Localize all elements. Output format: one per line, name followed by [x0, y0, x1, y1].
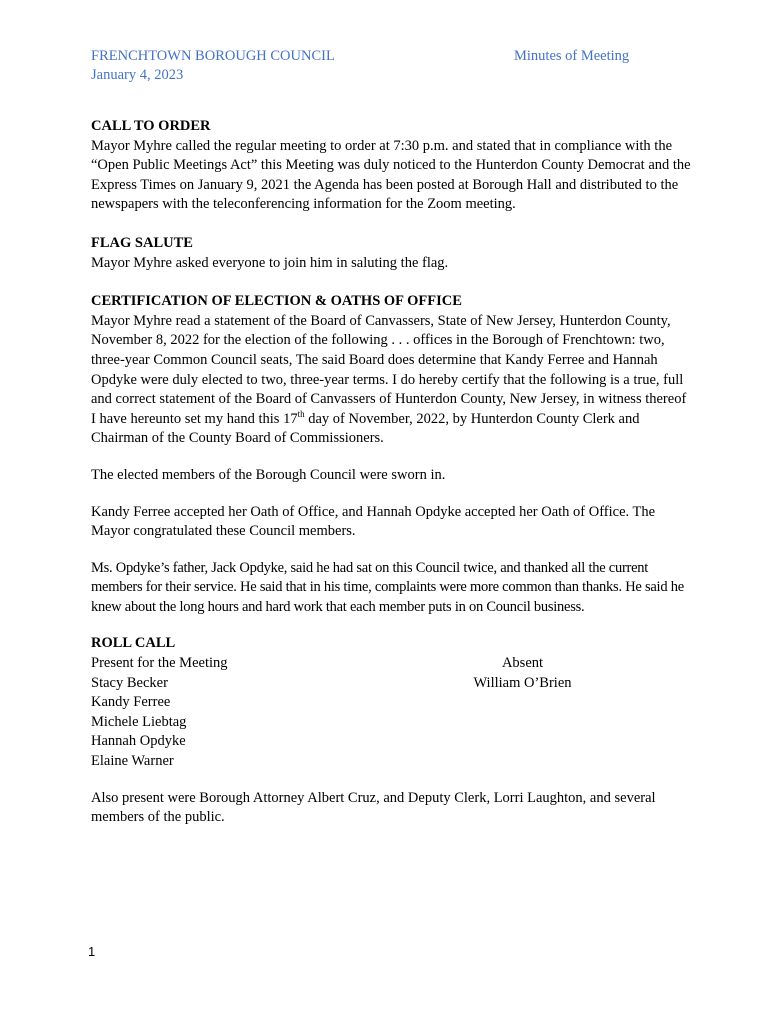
sworn-in-text: The elected members of the Borough Council were sworn in. [91, 466, 446, 483]
meeting-date: January 4, 2023 [91, 67, 184, 83]
call-to-order-text: Mayor Myhre called the regular meeting to order at 7:30 p.m. and stated that in compliance with the “Open Public Meetings Act” this Meeting was duly noticed to the Hunterdon County Democrat and the Express Times on January 9, 2021 the Agenda has been posted at Borough Hall and distributed to the newspapers with the teleconferencing information for the Zoom meeting. [91, 137, 691, 213]
present-member: Kandy Ferree [91, 694, 171, 711]
also-present-text: Also present were Borough Attorney Albert Cruz, and Deputy Clerk, Lorri Laughton, and several members of the public. [91, 789, 656, 826]
ordinal-suffix: th [297, 408, 305, 419]
absent-label: Absent [501, 655, 544, 672]
absent-column [451, 654, 651, 772]
present-column [91, 654, 451, 772]
flag-salute-heading: FLAG SALUTE [91, 234, 193, 251]
father-remarks-text: Ms. Opdyke’s father, Jack Opdyke, said he had sat on this Council twice, and thanked all the current members for their service. He said that in his time, complaints were more common than thanks. He said he knew about the long hours and hard work that each member puts in on Council business. [91, 559, 684, 615]
roll-call-table [91, 654, 691, 772]
certification-text-a: Mayor Myhre read a statement of the Board of Canvassers, State of New Jersey, Hunterdon County, November 8, 2022 for the election of the following . . . offices in the Borough of Frenchtown: two, three-year Common Council seats, The said Board does determine that Kandy Ferree and Hannah Opdyke were duly elected to two, three-year terms. I do hereby certify that the following is a true, full and correct statement of the Board of Canvassers of Hunterdon County, New Jersey, in witness thereof I have hereunto set my hand this 17 [91, 312, 687, 427]
flag-salute-text: Mayor Myhre asked everyone to join him in saluting the flag. [91, 254, 449, 271]
certification-statement [91, 312, 691, 449]
present-member: Elaine Warner [91, 753, 174, 770]
present-member: Michele Liebtag [91, 713, 187, 730]
certification-heading: CERTIFICATION OF ELECTION & OATHS OF OFFICE [91, 293, 462, 310]
council-name: FRENCHTOWN BOROUGH COUNCIL [91, 48, 335, 64]
present-member: Hannah Opdyke [91, 733, 186, 750]
present-label: Present for the Meeting [91, 655, 228, 672]
roll-call-heading: ROLL CALL [91, 635, 176, 652]
document-header-left [91, 47, 335, 85]
minutes-body [91, 117, 691, 828]
absent-member: William O’Brien [473, 674, 572, 691]
certification-text-b: day of November, 2022, by Hunterdon County Clerk and Chairman of the County Board of Commissioners. [91, 410, 640, 447]
oath-text: Kandy Ferree accepted her Oath of Office, and Hannah Opdyke accepted her Oath of Office. The Mayor congratulated these Council members. [91, 503, 656, 540]
call-to-order-heading: CALL TO ORDER [91, 118, 211, 134]
document-type: Minutes of Meeting [514, 48, 630, 64]
present-member: Stacy Becker [91, 674, 168, 691]
page-number: 1 [88, 944, 96, 959]
